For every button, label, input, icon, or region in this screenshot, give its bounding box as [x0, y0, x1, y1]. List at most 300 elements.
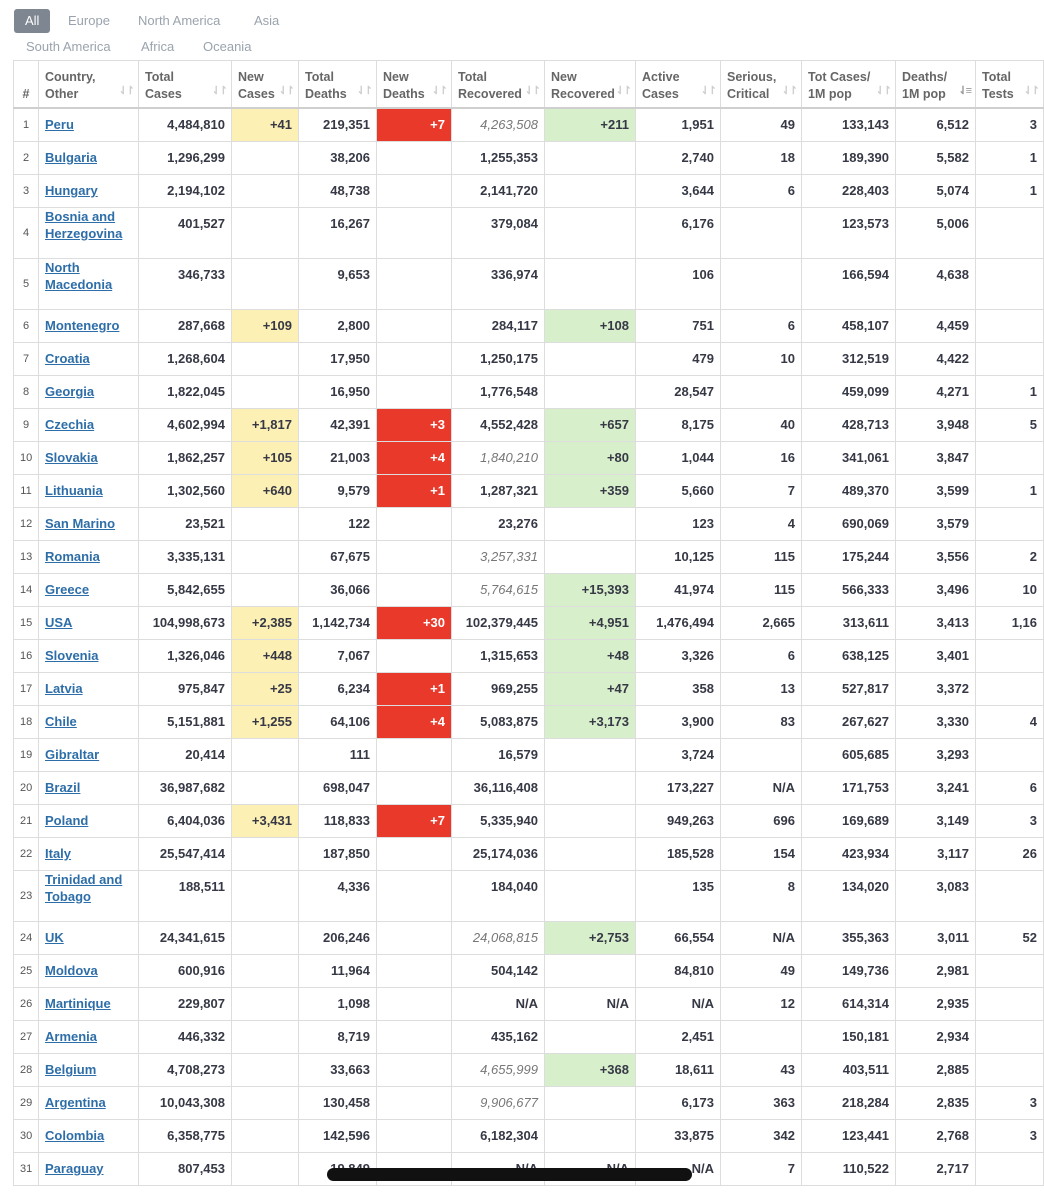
- column-header-total-tests[interactable]: [976, 61, 1044, 109]
- cell-total-cases: 24,341,615: [139, 921, 232, 954]
- country-link[interactable]: UK: [45, 930, 64, 945]
- cell-num: 18: [14, 705, 39, 738]
- cell-total-tests: [976, 738, 1044, 771]
- cell-active: 18,611: [636, 1053, 721, 1086]
- column-header-new-recovered[interactable]: [545, 61, 636, 109]
- tab-asia[interactable]: Asia: [254, 13, 280, 28]
- cell-active: 3,900: [636, 705, 721, 738]
- cell-country: [39, 771, 139, 804]
- cell-num: 22: [14, 837, 39, 870]
- tab-oceania[interactable]: Oceania: [203, 39, 252, 54]
- cell-total-recovered: 3,257,331: [452, 540, 545, 573]
- column-header-label: Total Deaths: [305, 70, 347, 101]
- cell-critical: 49: [721, 954, 802, 987]
- cell-country: [39, 1053, 139, 1086]
- cell-new-cases: +41: [232, 108, 299, 141]
- country-link[interactable]: Croatia: [45, 351, 90, 366]
- cell-total-recovered: 1,315,653: [452, 639, 545, 672]
- cell-new-cases: +25: [232, 672, 299, 705]
- country-link[interactable]: Belgium: [45, 1062, 97, 1077]
- table-row: [14, 1020, 1044, 1053]
- cell-total-recovered: 4,655,999: [452, 1053, 545, 1086]
- cell-total-tests: [976, 207, 1044, 258]
- cell-deaths-per-m: 5,582: [896, 141, 976, 174]
- cell-critical: 49: [721, 108, 802, 141]
- cell-total-recovered: 284,117: [452, 309, 545, 342]
- country-link[interactable]: Czechia: [45, 417, 95, 432]
- cell-total-tests: 52: [976, 921, 1044, 954]
- cell-total-deaths: 9,653: [299, 258, 377, 309]
- table-row: [14, 1053, 1044, 1086]
- cell-total-tests: [976, 441, 1044, 474]
- cell-new-deaths: [377, 573, 452, 606]
- cell-active: 479: [636, 342, 721, 375]
- cell-total-recovered: 6,182,304: [452, 1119, 545, 1152]
- cell-total-deaths: 21,003: [299, 441, 377, 474]
- table-row: [14, 174, 1044, 207]
- cell-new-cases: [232, 1152, 299, 1185]
- cell-num: 17: [14, 672, 39, 705]
- country-link[interactable]: Lithuania: [45, 483, 103, 498]
- cell-critical: 7: [721, 474, 802, 507]
- cell-num: 28: [14, 1053, 39, 1086]
- table-row: [14, 207, 1044, 258]
- cell-deaths-per-m: 4,459: [896, 309, 976, 342]
- table-row: [14, 342, 1044, 375]
- cell-deaths-per-m: 3,011: [896, 921, 976, 954]
- cell-num: 15: [14, 606, 39, 639]
- country-link[interactable]: Italy: [45, 846, 72, 861]
- sort-icon[interactable]: ⇃↾: [781, 85, 796, 97]
- column-header-label: Country, Other: [45, 70, 96, 101]
- cell-num: 8: [14, 375, 39, 408]
- tab-africa[interactable]: Africa: [141, 39, 175, 54]
- cell-new-deaths: [377, 954, 452, 987]
- country-link[interactable]: Armenia: [45, 1029, 98, 1044]
- cell-country: [39, 507, 139, 540]
- cell-total-cases: 23,521: [139, 507, 232, 540]
- cell-active: 5,660: [636, 474, 721, 507]
- cell-total-tests: [976, 507, 1044, 540]
- column-header-label: New Cases: [238, 70, 275, 101]
- country-link[interactable]: Trinidad and Tobago: [45, 871, 123, 904]
- cell-total-deaths: 36,066: [299, 573, 377, 606]
- cell-new-deaths: [377, 258, 452, 309]
- cell-new-deaths: [377, 207, 452, 258]
- sort-icon[interactable]: ⇃↾: [211, 85, 226, 97]
- cell-num: 16: [14, 639, 39, 672]
- horizontal-scrollbar[interactable]: [327, 1168, 692, 1181]
- cell-cases-per-m: 171,753: [802, 771, 896, 804]
- cell-active: 751: [636, 309, 721, 342]
- column-header-label: Total Cases: [145, 70, 182, 101]
- cell-new-deaths: +7: [377, 804, 452, 837]
- cell-active: 8,175: [636, 408, 721, 441]
- cell-total-recovered: 184,040: [452, 870, 545, 921]
- country-link[interactable]: Peru: [45, 117, 74, 133]
- cell-cases-per-m: 459,099: [802, 375, 896, 408]
- sort-icon[interactable]: ⇃↾: [118, 85, 133, 97]
- country-link[interactable]: Colombia: [45, 1128, 105, 1143]
- cell-country: [39, 540, 139, 573]
- sort-icon[interactable]: ⇃↾: [1023, 85, 1038, 97]
- cell-active: 28,547: [636, 375, 721, 408]
- column-header-active[interactable]: [636, 61, 721, 109]
- cell-new-deaths: +1: [377, 474, 452, 507]
- table-header-row: [14, 61, 1044, 109]
- cell-new-cases: [232, 258, 299, 309]
- cell-new-deaths: [377, 921, 452, 954]
- cell-critical: 12: [721, 987, 802, 1020]
- cell-total-cases: 1,822,045: [139, 375, 232, 408]
- table-row: [14, 705, 1044, 738]
- cell-new-cases: +1,817: [232, 408, 299, 441]
- cell-cases-per-m: 267,627: [802, 705, 896, 738]
- country-link[interactable]: North Macedonia: [45, 259, 113, 292]
- country-link[interactable]: Georgia: [45, 384, 95, 399]
- cell-cases-per-m: 489,370: [802, 474, 896, 507]
- country-link[interactable]: Slovenia: [45, 648, 99, 663]
- column-header-country[interactable]: [39, 61, 139, 109]
- cell-total-tests: 1: [976, 474, 1044, 507]
- cell-new-deaths: [377, 540, 452, 573]
- cell-total-cases: 2,194,102: [139, 174, 232, 207]
- tab-north-america[interactable]: North America: [138, 13, 221, 28]
- country-link[interactable]: Chile: [45, 714, 77, 729]
- cell-critical: 13: [721, 672, 802, 705]
- cell-critical: 43: [721, 1053, 802, 1086]
- cell-active: 1,951: [636, 108, 721, 141]
- cell-total-tests: 1: [976, 141, 1044, 174]
- cell-total-cases: 6,404,036: [139, 804, 232, 837]
- cell-total-tests: 26: [976, 837, 1044, 870]
- country-link[interactable]: Argentina: [45, 1095, 106, 1110]
- cell-total-deaths: 67,675: [299, 540, 377, 573]
- cell-active: 3,326: [636, 639, 721, 672]
- cell-new-deaths: [377, 507, 452, 540]
- cell-new-deaths: +30: [377, 606, 452, 639]
- cell-deaths-per-m: 3,556: [896, 540, 976, 573]
- tab-europe[interactable]: Europe: [68, 13, 110, 28]
- country-link[interactable]: Romania: [45, 549, 100, 564]
- cell-country: [39, 1119, 139, 1152]
- cell-deaths-per-m: 4,422: [896, 342, 976, 375]
- cell-new-deaths: [377, 141, 452, 174]
- cell-deaths-per-m: 3,847: [896, 441, 976, 474]
- cell-total-cases: 600,916: [139, 954, 232, 987]
- country-link[interactable]: Gibraltar: [45, 747, 100, 762]
- cell-deaths-per-m: 2,835: [896, 1086, 976, 1119]
- cell-num: 25: [14, 954, 39, 987]
- column-header-total-deaths[interactable]: [299, 61, 377, 109]
- cell-cases-per-m: 313,611: [802, 606, 896, 639]
- cell-num: 13: [14, 540, 39, 573]
- sort-icon[interactable]: ⇃↾: [278, 85, 293, 97]
- cell-cases-per-m: 228,403: [802, 174, 896, 207]
- cell-total-deaths: 42,391: [299, 408, 377, 441]
- cell-cases-per-m: 149,736: [802, 954, 896, 987]
- cell-new-recovered: +47: [545, 672, 636, 705]
- cell-new-recovered: [545, 207, 636, 258]
- sort-icon[interactable]: ⇃↾: [875, 85, 890, 97]
- cell-total-cases: 20,414: [139, 738, 232, 771]
- cell-total-tests: [976, 309, 1044, 342]
- cell-new-recovered: [545, 342, 636, 375]
- column-header-total-cases[interactable]: [139, 61, 232, 109]
- cell-cases-per-m: 428,713: [802, 408, 896, 441]
- cell-deaths-per-m: 2,981: [896, 954, 976, 987]
- cell-critical: 2,665: [721, 606, 802, 639]
- country-link[interactable]: Bulgaria: [45, 150, 98, 165]
- column-header-new-deaths[interactable]: [377, 61, 452, 109]
- cell-active: 135: [636, 870, 721, 921]
- cell-num: 12: [14, 507, 39, 540]
- cell-new-cases: [232, 540, 299, 573]
- cell-total-tests: 2: [976, 540, 1044, 573]
- sort-icon[interactable]: ⇃↾: [524, 85, 539, 97]
- cell-deaths-per-m: 2,717: [896, 1152, 976, 1185]
- cell-total-deaths: 187,850: [299, 837, 377, 870]
- cell-new-cases: [232, 207, 299, 258]
- cell-new-cases: [232, 1119, 299, 1152]
- cell-num: 20: [14, 771, 39, 804]
- table-row: [14, 258, 1044, 309]
- cell-num: 11: [14, 474, 39, 507]
- cell-num: 26: [14, 987, 39, 1020]
- cell-new-deaths: +3: [377, 408, 452, 441]
- column-header-label: New Recovered: [551, 70, 615, 101]
- cell-total-deaths: 16,950: [299, 375, 377, 408]
- table-row: [14, 804, 1044, 837]
- cell-new-recovered: [545, 804, 636, 837]
- cell-total-cases: 25,547,414: [139, 837, 232, 870]
- sort-icon[interactable]: ⇃≡: [958, 85, 970, 97]
- tab-south-america[interactable]: South America: [26, 39, 111, 54]
- cell-country: [39, 108, 139, 141]
- cell-country: [39, 738, 139, 771]
- cell-deaths-per-m: 3,117: [896, 837, 976, 870]
- cell-total-recovered: 5,764,615: [452, 573, 545, 606]
- cell-country: [39, 870, 139, 921]
- cell-critical: 6: [721, 309, 802, 342]
- cell-total-tests: [976, 1152, 1044, 1185]
- cell-total-deaths: 219,351: [299, 108, 377, 141]
- cell-new-recovered: [545, 375, 636, 408]
- cell-cases-per-m: 133,143: [802, 108, 896, 141]
- cell-deaths-per-m: 4,638: [896, 258, 976, 309]
- cell-new-cases: +105: [232, 441, 299, 474]
- country-link[interactable]: Poland: [45, 813, 89, 828]
- country-link[interactable]: Brazil: [45, 780, 81, 795]
- cell-num: 7: [14, 342, 39, 375]
- cell-cases-per-m: 458,107: [802, 309, 896, 342]
- cell-cases-per-m: 169,689: [802, 804, 896, 837]
- cell-country: [39, 837, 139, 870]
- table-row: [14, 954, 1044, 987]
- cell-total-cases: 1,862,257: [139, 441, 232, 474]
- cell-country: [39, 921, 139, 954]
- cell-num: 27: [14, 1020, 39, 1053]
- cell-new-recovered: +3,173: [545, 705, 636, 738]
- cell-total-deaths: 142,596: [299, 1119, 377, 1152]
- cell-total-recovered: 1,287,321: [452, 474, 545, 507]
- country-link[interactable]: USA: [45, 615, 73, 630]
- sort-icon[interactable]: ⇃↾: [700, 85, 715, 97]
- cell-cases-per-m: 150,181: [802, 1020, 896, 1053]
- cell-critical: N/A: [721, 771, 802, 804]
- cell-total-cases: 5,842,655: [139, 573, 232, 606]
- cell-new-deaths: [377, 1086, 452, 1119]
- cell-num: 3: [14, 174, 39, 207]
- cell-total-cases: 36,987,682: [139, 771, 232, 804]
- cell-country: [39, 174, 139, 207]
- table-row: [14, 408, 1044, 441]
- cell-total-deaths: 16,267: [299, 207, 377, 258]
- cell-critical: [721, 375, 802, 408]
- sort-icon[interactable]: ⇃↾: [431, 85, 446, 97]
- cell-deaths-per-m: 3,372: [896, 672, 976, 705]
- cell-new-deaths: [377, 174, 452, 207]
- cell-new-recovered: +108: [545, 309, 636, 342]
- cell-total-recovered: 1,255,353: [452, 141, 545, 174]
- country-link[interactable]: Greece: [45, 582, 90, 597]
- cell-total-deaths: 64,106: [299, 705, 377, 738]
- cell-country: [39, 804, 139, 837]
- cell-new-cases: +109: [232, 309, 299, 342]
- country-link[interactable]: San Marino: [45, 516, 116, 531]
- column-header-num[interactable]: [14, 61, 39, 109]
- cell-new-cases: [232, 1053, 299, 1086]
- cell-new-cases: [232, 573, 299, 606]
- table-row: [14, 837, 1044, 870]
- cell-active: 33,875: [636, 1119, 721, 1152]
- cell-total-deaths: 130,458: [299, 1086, 377, 1119]
- cell-deaths-per-m: 3,083: [896, 870, 976, 921]
- cell-cases-per-m: 312,519: [802, 342, 896, 375]
- table-row: [14, 540, 1044, 573]
- cell-new-deaths: [377, 987, 452, 1020]
- cell-total-tests: [976, 342, 1044, 375]
- cell-new-recovered: [545, 1020, 636, 1053]
- cell-cases-per-m: 110,522: [802, 1152, 896, 1185]
- column-header-deaths-per-m[interactable]: [896, 61, 976, 109]
- country-link[interactable]: Paraguay: [45, 1161, 104, 1176]
- cell-new-cases: [232, 507, 299, 540]
- cell-num: 10: [14, 441, 39, 474]
- country-link[interactable]: Martinique: [45, 996, 111, 1011]
- sort-icon[interactable]: ⇃↾: [615, 85, 630, 97]
- cell-num: 24: [14, 921, 39, 954]
- cell-new-recovered: +657: [545, 408, 636, 441]
- cell-cases-per-m: 123,573: [802, 207, 896, 258]
- covid-stats-table: [13, 60, 1044, 1186]
- cell-critical: 83: [721, 705, 802, 738]
- cell-total-deaths: 33,663: [299, 1053, 377, 1086]
- cell-new-recovered: +48: [545, 639, 636, 672]
- table-row: [14, 606, 1044, 639]
- column-header-total-recovered[interactable]: [452, 61, 545, 109]
- cell-new-cases: [232, 141, 299, 174]
- cell-critical: 4: [721, 507, 802, 540]
- cell-critical: [721, 738, 802, 771]
- cell-country: [39, 1086, 139, 1119]
- cell-cases-per-m: 638,125: [802, 639, 896, 672]
- cell-total-tests: [976, 954, 1044, 987]
- cell-new-recovered: [545, 141, 636, 174]
- sort-icon[interactable]: ⇃↾: [356, 85, 371, 97]
- cell-total-tests: 3: [976, 804, 1044, 837]
- column-header-new-cases[interactable]: [232, 61, 299, 109]
- country-link[interactable]: Bosnia and Herzegovina: [45, 208, 123, 241]
- table-row: [14, 771, 1044, 804]
- column-header-label: Active Cases: [642, 70, 680, 101]
- cell-deaths-per-m: 3,241: [896, 771, 976, 804]
- cell-total-cases: 229,807: [139, 987, 232, 1020]
- cell-new-cases: [232, 1086, 299, 1119]
- cell-deaths-per-m: 3,149: [896, 804, 976, 837]
- table-row: [14, 672, 1044, 705]
- column-header-cases-per-m[interactable]: [802, 61, 896, 109]
- cell-total-deaths: 4,336: [299, 870, 377, 921]
- cell-new-cases: [232, 342, 299, 375]
- cell-critical: 18: [721, 141, 802, 174]
- cell-active: 6,176: [636, 207, 721, 258]
- cell-new-recovered: +80: [545, 441, 636, 474]
- cell-new-cases: +448: [232, 639, 299, 672]
- cell-country: [39, 141, 139, 174]
- cell-total-tests: 1: [976, 375, 1044, 408]
- country-link[interactable]: Montenegro: [45, 318, 120, 333]
- cell-deaths-per-m: 3,401: [896, 639, 976, 672]
- cell-total-cases: 446,332: [139, 1020, 232, 1053]
- cell-total-tests: 3: [976, 108, 1044, 141]
- cell-country: [39, 342, 139, 375]
- cell-deaths-per-m: 2,934: [896, 1020, 976, 1053]
- cell-total-recovered: 102,379,445: [452, 606, 545, 639]
- column-header-critical[interactable]: [721, 61, 802, 109]
- column-header-label: Deaths/ 1M pop: [902, 70, 948, 101]
- cell-total-deaths: 118,833: [299, 804, 377, 837]
- cell-deaths-per-m: 3,293: [896, 738, 976, 771]
- cell-total-recovered: 1,250,175: [452, 342, 545, 375]
- cell-deaths-per-m: 3,599: [896, 474, 976, 507]
- cell-total-recovered: 504,142: [452, 954, 545, 987]
- country-link[interactable]: Hungary: [45, 183, 98, 198]
- cell-new-recovered: [545, 507, 636, 540]
- cell-active: 106: [636, 258, 721, 309]
- cell-active: 66,554: [636, 921, 721, 954]
- cell-new-recovered: [545, 837, 636, 870]
- column-header-label: Serious, Critical: [727, 70, 777, 101]
- country-link[interactable]: Moldova: [45, 963, 98, 978]
- cell-new-deaths: [377, 1119, 452, 1152]
- cell-new-deaths: [377, 309, 452, 342]
- country-link[interactable]: Slovakia: [45, 450, 98, 465]
- cell-new-cases: [232, 954, 299, 987]
- cell-total-cases: 975,847: [139, 672, 232, 705]
- cell-total-cases: 188,511: [139, 870, 232, 921]
- country-link[interactable]: Latvia: [45, 681, 83, 696]
- cell-cases-per-m: 123,441: [802, 1119, 896, 1152]
- tab-all[interactable]: All: [14, 9, 50, 33]
- cell-cases-per-m: 134,020: [802, 870, 896, 921]
- cell-new-cases: +640: [232, 474, 299, 507]
- cell-new-cases: [232, 174, 299, 207]
- cell-total-tests: 10: [976, 573, 1044, 606]
- cell-new-recovered: +15,393: [545, 573, 636, 606]
- cell-country: [39, 639, 139, 672]
- cell-total-deaths: 38,206: [299, 141, 377, 174]
